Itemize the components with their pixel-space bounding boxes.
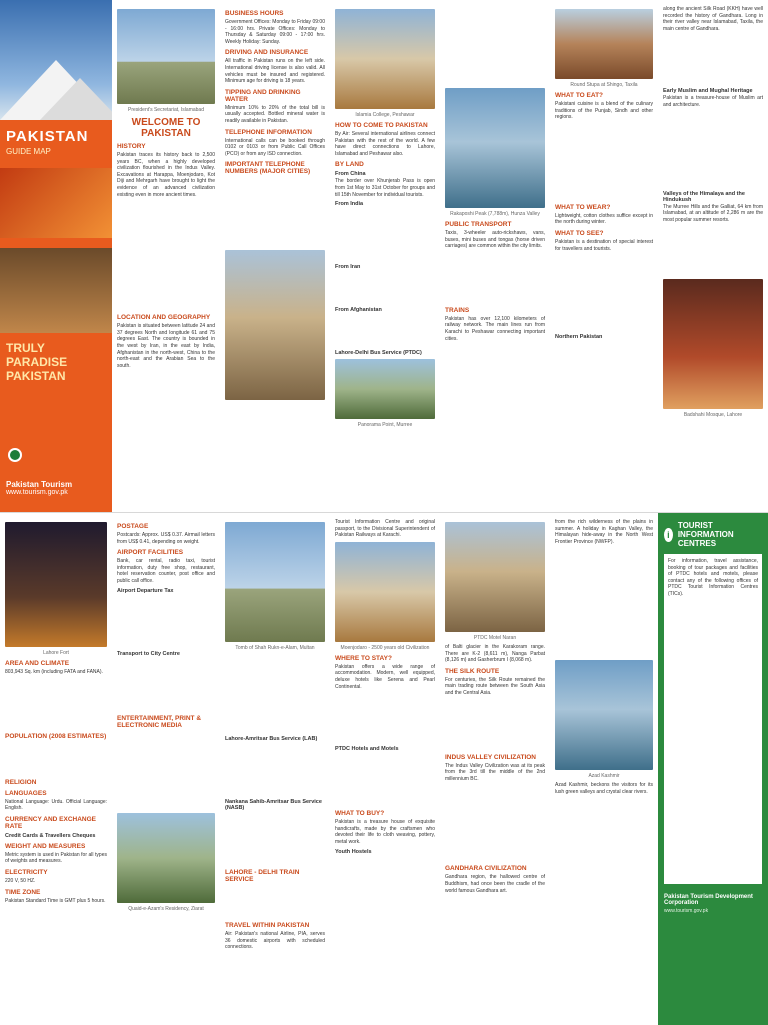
valleys-continued bbox=[663, 223, 763, 276]
indus-valley-text: The Indus Valley Civilization was at its peak from the 3rd till the middle of the 2nd millennium BC. bbox=[445, 762, 545, 782]
history-text: Pakistan traces its history back to 2,500 years BC, when a highly developed civilization flourished in the Indus Valley. Excavations at Harappa, Moenjodaro, Kot Diji and Mehrgarh have brought to light the evidence of an advanced civilization existing even in more ancient times. bbox=[117, 152, 215, 198]
what-to-eat-heading: WHAT TO EAT? bbox=[555, 92, 604, 99]
valleys-panel bbox=[550, 513, 658, 1025]
location-text: Pakistan is situated between latitude 24 and 37 degrees North and longitude 61 and 75 degrees East. The country is bounded in the west by Iran, in the east by India, Afghanistan in the north-west, China to the north-east and the Arabian Sea to the south. bbox=[117, 323, 215, 369]
lahore-delhi-train-text bbox=[225, 885, 325, 918]
from-iran-heading: From Iran bbox=[335, 264, 361, 271]
brochure-outside bbox=[0, 0, 768, 512]
tipping-heading: TIPPING AND DRINKING WATER bbox=[225, 88, 301, 103]
from-india-text bbox=[335, 208, 435, 261]
telephone-text: International calls can be booked through 0102 or 0103 or from Public Call Offices (PCO) or from any ISD connection. bbox=[225, 137, 325, 157]
tic-footer: Pakistan Tourism Development Corporation bbox=[664, 894, 753, 906]
culture-panel bbox=[550, 0, 658, 512]
lahore-delhi-train-heading: LAHORE - DELHI TRAIN SERVICE bbox=[225, 869, 300, 883]
where-to-stay-heading: WHERE TO STAY? bbox=[335, 654, 392, 662]
departure-tax-heading: Airport Departure Tax bbox=[117, 587, 174, 594]
kaghan-continued bbox=[555, 545, 653, 657]
cover-org: Pakistan Tourism bbox=[6, 480, 73, 489]
silk-road-continued bbox=[663, 32, 763, 85]
airport-heading: AIRPORT FACILITIES bbox=[117, 549, 184, 557]
telephone-heading: TELEPHONE INFORMATION bbox=[225, 128, 312, 136]
weights-heading: WEIGHT AND MEASURES bbox=[5, 842, 86, 850]
credit-cards-heading: Credit Cards & Travellers Cheques bbox=[5, 832, 96, 839]
nankana-amritsar-heading: Nankana Sahib-Amritsar Bus Service (NASB) bbox=[225, 799, 322, 811]
mountain-shape-secondary bbox=[40, 78, 112, 120]
area-climate-text: 803,943 Sq. km (including FATA and FANA). bbox=[5, 669, 103, 675]
public-transport-heading: PUBLIC TRANSPORT bbox=[445, 221, 512, 228]
secretariat-caption: President's Secretariat, Islamabad bbox=[128, 107, 204, 113]
gandhara-heading: GANDHARA CIVILIZATION bbox=[445, 865, 527, 873]
road-text bbox=[445, 6, 545, 85]
from-iran-text bbox=[335, 271, 435, 304]
postage-heading: POSTAGE bbox=[117, 523, 149, 530]
bazaar-photo bbox=[225, 250, 325, 400]
welcome-panel bbox=[112, 0, 220, 512]
lahore-amritsar-text bbox=[225, 743, 325, 796]
transport-city-heading: Transport to City Centre bbox=[117, 650, 180, 657]
heritage-panel bbox=[658, 0, 768, 512]
cover-url[interactable]: www.tourism.gov.pk bbox=[6, 489, 68, 496]
northern-pakistan-heading: Northern Pakistan bbox=[555, 334, 603, 341]
welcome-heading: WELCOME TO PAKISTAN bbox=[131, 117, 201, 139]
silk-route-text: For centuries, the Silk Route remained the main trading route between the South Asia and the Central Asia. bbox=[445, 676, 545, 696]
trains-continued bbox=[445, 342, 545, 421]
history-heading: HISTORY bbox=[117, 143, 146, 150]
postage-text: Postcards: Approx. US$ 0.37. Airmail letters from US$ 0.41, depending on weight. bbox=[117, 532, 215, 545]
public-transport-continued bbox=[445, 250, 545, 303]
what-to-eat-text: Pakistani cuisine is a blend of the culinary traditions of the Punjab, Sindh and other regions. bbox=[555, 101, 653, 121]
rakaposhi-caption: Rakaposhi Peak (7,788m), Hunza Valley bbox=[450, 211, 540, 217]
travel-within-text: Air: Pakistan's national Airline, PIA, serves 36 domestic airports with scheduled connections. bbox=[225, 931, 325, 951]
ptdc-hotels-text bbox=[335, 753, 435, 806]
tic-url[interactable]: www.tourism.gov.pk bbox=[664, 908, 709, 914]
how-to-come-heading: HOW TO COME TO PAKISTAN bbox=[335, 122, 428, 129]
languages-text: National Language: Urdu. Official Language: English. bbox=[5, 798, 107, 812]
area-climate-heading: AREA AND CLIMATE bbox=[5, 660, 70, 667]
weights-text: Metric system is used in Pakistan for all types of weights and measures. bbox=[5, 851, 107, 865]
what-to-see-heading: WHAT TO SEE? bbox=[555, 229, 604, 237]
travel-within-heading: TRAVEL WITHIN PAKISTAN bbox=[225, 922, 310, 929]
what-to-see-text: Pakistan is a destination of special interest for travellers and tourists. bbox=[555, 238, 653, 252]
tic-directory bbox=[664, 554, 762, 884]
cover-title: PAKISTAN bbox=[6, 128, 89, 145]
what-to-see-continued bbox=[555, 252, 653, 331]
moenjodaro-caption: Moenjodaro - 2500 years old Civilization bbox=[340, 644, 430, 651]
from-china-heading: From China bbox=[335, 171, 366, 178]
lahore-fort-caption: Lahore Fort bbox=[43, 650, 69, 656]
entertainment-text bbox=[117, 731, 215, 810]
from-afghanistan-heading: From Afghanistan bbox=[335, 307, 382, 314]
youth-hostels-text bbox=[335, 856, 435, 909]
islamia-college-photo bbox=[335, 9, 435, 109]
silk-route-continued bbox=[445, 697, 545, 750]
islamia-college-caption: Islamia College, Peshawar bbox=[355, 112, 415, 118]
location-heading: LOCATION AND GEOGRAPHY bbox=[117, 314, 211, 322]
youth-hostels-heading: Youth Hostels bbox=[335, 848, 372, 855]
public-transport-text: Taxis, 3-wheeler auto-rickshaws, vans, buses, mini buses and tongas (horse driven carriages) are common within the city limits. bbox=[445, 230, 545, 250]
karakoram-text: of Balti glacier in the Karakoram range. There are K-2 (8,611 m), Nanga Parbat (8,126 m) and Gasherbrum I (8,068 m). bbox=[445, 644, 545, 664]
lahore-amritsar-heading: Lahore-Amritsar Bus Service (LAB) bbox=[225, 736, 318, 742]
silk-road-text: along the ancient Silk Road (KKH) have well recorded the history of Gandhara. Long in their river valley near Islamabad, Taxila, the main centre of Gandhara. bbox=[663, 6, 763, 32]
tic-title: TOURIST INFORMATION CENTRES bbox=[677, 521, 734, 548]
business-hours-text: Government Offices: Monday to Friday 09:00 - 16:00 hrs. Private Offices: Monday to Thursday & Saturday 09:00 - 17:00 hrs. Weekly Holiday: Sunday. bbox=[225, 19, 325, 45]
facts-panel bbox=[0, 513, 112, 1025]
business-panel bbox=[220, 0, 330, 512]
postage-panel bbox=[112, 513, 220, 1025]
badshahi-mosque-photo bbox=[663, 279, 763, 409]
ziarat-residency-photo bbox=[117, 813, 215, 903]
panorama-point-photo bbox=[335, 359, 435, 419]
currency-heading: CURRENCY AND EXCHANGE RATE bbox=[5, 815, 97, 830]
population-text bbox=[5, 742, 107, 775]
badshahi-mosque-caption: Badshahi Mosque, Lahore bbox=[683, 412, 743, 419]
time-zone-text: Pakistan Standard Time is GMT plus 5 hours. bbox=[5, 897, 106, 904]
indus-valley-heading: INDUS VALLEY CIVILIZATION bbox=[445, 753, 537, 761]
accommodation-panel bbox=[330, 513, 440, 1025]
religion-heading: RELIGION bbox=[5, 778, 37, 786]
early-muslim-text: Pakistan is a treasure-house of Muslim art and architecture. bbox=[663, 95, 763, 108]
by-land-heading: BY LAND bbox=[335, 161, 364, 169]
trains-text: Pakistan has over 12,100 kilometers of railway network. The main lines run from Karachi to Peshawar connecting important cities. bbox=[445, 315, 545, 342]
tourist-info-centres-panel bbox=[658, 513, 768, 1025]
from-india-heading: From India bbox=[335, 201, 364, 208]
cover-footer bbox=[6, 480, 106, 496]
where-to-stay-text: Pakistan offers a wide range of accommodation. Modern, well equipped, deluxe hotels like Serena and Pearl Continental. bbox=[335, 663, 435, 690]
tourist-info-text: Tourist Information Centre and original passport, to the Divisional Superintendent of Pakistan Railways at Karachi. bbox=[335, 519, 435, 539]
brochure-inside bbox=[0, 512, 768, 1024]
secretariat-photo bbox=[117, 9, 215, 104]
from-china-text: The border over Khunjerab Pass is open from 1st May to 31st October for groups and till 15th November for individual tourists. bbox=[335, 178, 435, 198]
what-to-buy-heading: WHAT TO BUY? bbox=[335, 810, 385, 818]
driving-heading: DRIVING AND INSURANCE bbox=[225, 49, 309, 57]
business-hours-heading: BUSINESS HOURS bbox=[225, 10, 284, 17]
cover-panel bbox=[0, 0, 112, 512]
lahore-fort-photo bbox=[5, 522, 107, 647]
trains-heading: TRAINS bbox=[445, 306, 470, 314]
airport-text: Bank, car rental, radio taxi, tourist information, duty free shop, restaurant, hotel reservation counter, post office and public call office. bbox=[117, 558, 215, 584]
electricity-heading: ELECTRICITY bbox=[5, 868, 48, 876]
departure-tax-text bbox=[117, 595, 215, 648]
azad-kashmir-continued bbox=[555, 796, 653, 875]
silk-route-heading: THE SILK ROUTE bbox=[445, 667, 500, 675]
where-to-stay-continued bbox=[335, 690, 435, 743]
electricity-text: 220 V, 50 HZ. bbox=[5, 877, 36, 884]
info-icon: i bbox=[664, 528, 673, 542]
entertainment-heading: ENTERTAINMENT, PRINT & ELECTRONIC MEDIA bbox=[117, 714, 202, 729]
early-muslim-heading: Early Muslim and Mughal Heritage bbox=[663, 88, 753, 95]
what-to-wear-heading: WHAT TO WEAR? bbox=[555, 203, 611, 211]
panorama-point-caption: Panorama Point, Murree bbox=[357, 422, 413, 429]
cover-image-monument bbox=[0, 168, 112, 238]
valleys-text: The Murree Hills and the Galliat, 64 km from Islamabad, at an altitude of 2,286 m are the most popular summer resorts. bbox=[663, 203, 763, 223]
bus-intro-text bbox=[225, 654, 325, 733]
multan-tomb-photo bbox=[225, 522, 325, 642]
kaghan-text: from the rich wilderness of the plains in summer. A holiday in Kaghan Valley, the Himalayan hide-away in the North West Frontier Province (NWFP). bbox=[555, 519, 653, 545]
azad-kashmir-text: Azad Kashmir, beckons the visitors for its lush green valleys and crystal clear rivers. bbox=[555, 782, 653, 795]
population-heading: POPULATION (2008 ESTIMATES) bbox=[5, 732, 107, 740]
valleys-heading: Valleys of the Himalaya and the Hindukush bbox=[663, 190, 745, 203]
arrival-panel bbox=[330, 0, 440, 512]
numbers-table bbox=[225, 177, 325, 230]
tic-header bbox=[664, 521, 762, 548]
naran-motel-caption: PTDC Motel Naran bbox=[473, 635, 517, 641]
cover-subtitle: GUIDE MAP bbox=[6, 147, 51, 156]
cover-image-landscape bbox=[0, 248, 112, 333]
transport-city-text bbox=[117, 658, 215, 711]
taxila-stupa-caption: Round Stupa at Shingo, Taxila bbox=[570, 82, 638, 88]
nankana-amritsar-text bbox=[225, 812, 325, 865]
bus-services-panel bbox=[220, 513, 330, 1025]
azad-kashmir-caption: Azad Kashmir bbox=[588, 773, 620, 780]
transport-panel bbox=[440, 0, 550, 512]
northern-pakistan-text bbox=[555, 341, 653, 420]
from-afghanistan-text bbox=[335, 314, 435, 347]
rakaposhi-photo bbox=[445, 88, 545, 208]
azad-kashmir-photo bbox=[555, 660, 653, 770]
ptdc-hotels-heading: PTDC Hotels and Motels bbox=[335, 746, 399, 753]
what-to-buy-text: Pakistan is a treasure house of exquisite handicrafts, made by the craftsmen who devoted their life to cloth weaving, pottery, metal work. bbox=[335, 819, 435, 845]
how-to-come-text: By Air: Several international airlines connect Pakistan with the rest of the world. A few have direct connections to Lahore, Islamabad and Peshawar also. bbox=[335, 131, 435, 157]
cover-image-mountains bbox=[0, 0, 112, 120]
driving-text: All traffic in Pakistan runs on the left side. International driving license is also valid. All vehicles must be insured and registered. Minimum age for driving is 18 years. bbox=[225, 58, 325, 85]
heritage-routes-panel bbox=[440, 513, 550, 1025]
numbers-heading: IMPORTANT TELEPHONE NUMBERS (MAJOR CITIES) bbox=[225, 161, 311, 176]
moenjodaro-photo bbox=[335, 542, 435, 642]
naran-motel-photo bbox=[445, 522, 545, 632]
taxila-stupa-photo bbox=[555, 9, 653, 79]
gandhara-text: Gandhara region, the hallowed centre of Buddhism, had once been the cradle of the world famous Gandhara art. bbox=[445, 874, 545, 894]
what-to-wear-text: Lightweight, cotton clothes suffice except in the north during winter. bbox=[555, 212, 653, 226]
early-muslim-continued bbox=[663, 109, 763, 188]
time-zone-heading: TIME ZONE bbox=[5, 888, 41, 896]
lahore-delhi-heading: Lahore-Delhi Bus Service (PTDC) bbox=[335, 350, 422, 357]
indus-valley-continued bbox=[445, 782, 545, 861]
ziarat-residency-caption: Quaid-e-Azam's Residency, Ziarat bbox=[128, 905, 204, 912]
history-text-continued bbox=[117, 198, 215, 310]
tipping-text: Minimum 10% to 20% of the total bill is usually accepted. Bottled mineral water is readily available in Pakistan. bbox=[225, 104, 325, 124]
languages-heading: LANGUAGES bbox=[5, 789, 47, 797]
multan-tomb-caption: Tomb of Shah Rukn-e-Alam, Multan bbox=[235, 645, 315, 651]
cover-slogan: TRULY PARADISE PAKISTAN bbox=[6, 341, 68, 383]
tic-intro: For information, travel assistance, booking of tour packages and facilities of PTDC hotels and motels, please contact any of the following offices of PTDC Tourist Information Centres (TICs). bbox=[668, 558, 758, 597]
area-climate-continued bbox=[5, 676, 107, 729]
what-to-eat-continued bbox=[555, 121, 653, 200]
tourism-logo-icon bbox=[8, 448, 22, 462]
